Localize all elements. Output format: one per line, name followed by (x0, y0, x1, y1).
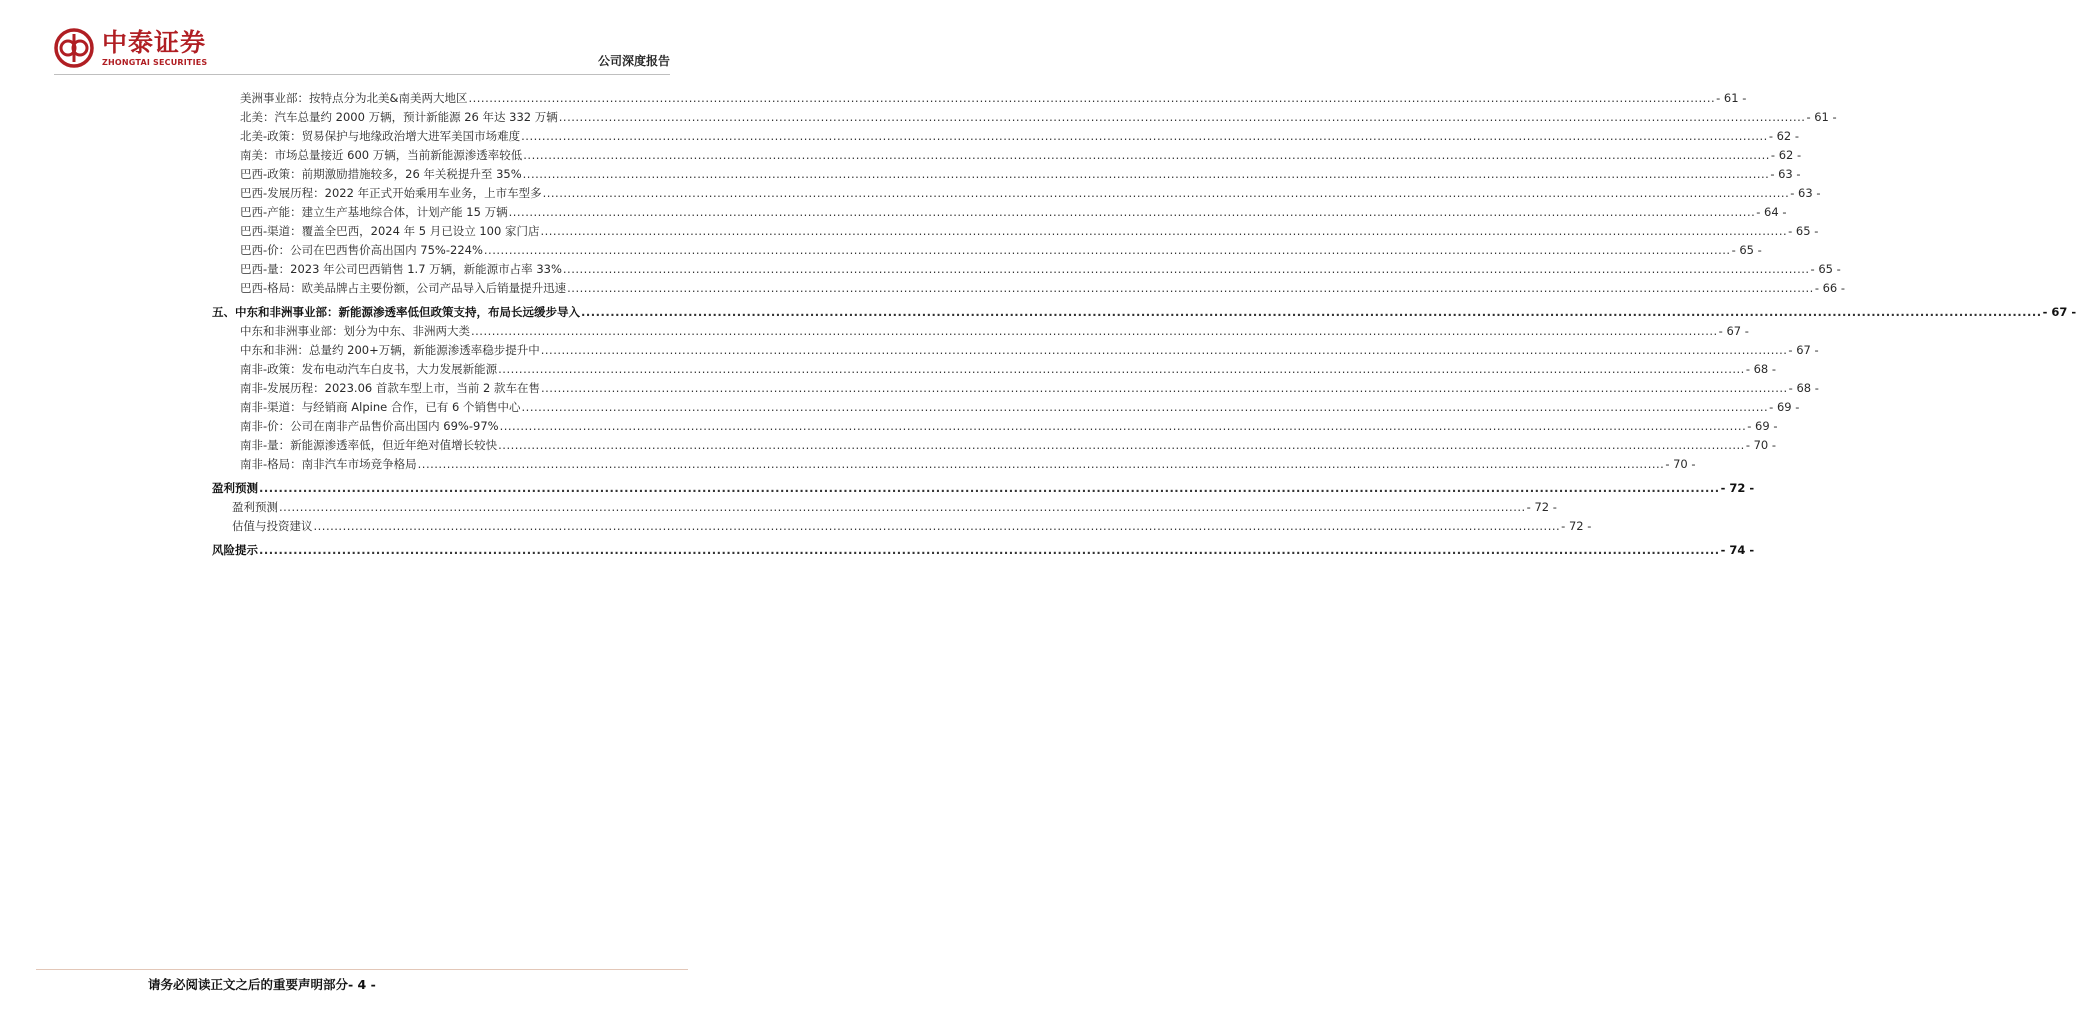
toc-entry-title: 盈利预测 (232, 500, 278, 514)
toc-entry[interactable] (240, 90, 1747, 106)
toc-entry-title: 南非-政策：发布电动汽车白皮书，大力发展新能源 (240, 362, 498, 376)
toc-entry[interactable] (212, 542, 1755, 558)
header-divider (54, 74, 670, 75)
logo-chinese-name: 中泰证券 (102, 28, 207, 57)
toc-entry-title: 中东和非洲：总量约 200+万辆，新能源渗透率稳步提升中 (240, 343, 540, 357)
toc-entry-page: - 63 - (1790, 186, 1821, 200)
toc-entry-title: 中东和非洲事业部：划分为中东、非洲两大类 (240, 324, 470, 338)
logo-english-name: ZHONGTAI SECURITIES (102, 58, 208, 67)
toc-dot-leader: ............................................................................................................................................................................................................................................................................................................ (279, 500, 1526, 514)
page-header (0, 0, 724, 80)
toc-dot-leader: ............................................................................................................................................................................................................................................................................................................ (259, 543, 1720, 557)
toc-entry-title: 巴西-发展历程：2022 年正式开始乘用车业务，上市车型多 (240, 186, 542, 200)
toc-entry[interactable] (232, 518, 1592, 534)
toc-entry[interactable] (240, 323, 1749, 339)
toc-dot-leader: ............................................................................................................................................................................................................................................................................................................ (540, 343, 1788, 357)
toc-entry[interactable] (240, 261, 1841, 277)
toc-entry-title: 美洲事业部：按特点分为北美&南美两大地区 (240, 91, 468, 105)
report-type-label: 公司深度报告 (597, 54, 670, 68)
toc-entry-page: - 72 - (1720, 481, 1755, 495)
toc-entry-page: - 61 - (1806, 110, 1837, 124)
toc-entry-page: - 70 - (1665, 457, 1696, 471)
toc-entry[interactable] (240, 128, 1800, 144)
toc-entry[interactable] (232, 499, 1557, 515)
toc-dot-leader: ............................................................................................................................................................................................................................................................................................................ (313, 519, 1561, 533)
footer-disclaimer: 请务必阅读正文之后的重要声明部分- 4 - (148, 977, 376, 992)
toc-dot-leader: ............................................................................................................................................................................................................................................................................................................ (581, 305, 2042, 319)
toc-entry-page: - 72 - (1526, 500, 1557, 514)
toc-entry-title: 南非-渠道：与经销商 Alpine 合作，已有 6 个销售中心 (240, 400, 521, 414)
toc-entry-title: 巴西-价：公司在巴西售价高出国内 75%-224% (240, 243, 483, 257)
toc-dot-leader: ............................................................................................................................................................................................................................................................................................................ (540, 224, 1788, 238)
toc-dot-leader: ............................................................................................................................................................................................................................................................................................................ (417, 457, 1665, 471)
toc-entry[interactable] (240, 280, 1846, 296)
toc-dot-leader: ............................................................................................................................................................................................................................................................................................................ (483, 243, 1731, 257)
toc-entry-page: - 62 - (1768, 129, 1800, 143)
toc-dot-leader: ............................................................................................................................................................................................................................................................................................................ (521, 400, 1769, 414)
toc-entry-page: - 63 - (1770, 167, 1801, 181)
toc-entry[interactable] (212, 304, 2076, 320)
toc-entry-title: 南美：市场总量接近 600 万辆，当前新能源渗透率较低 (240, 148, 523, 162)
toc-entry-page: - 72 - (1561, 519, 1592, 533)
toc-entry[interactable] (212, 480, 1755, 496)
toc-entry-title: 北美-政策：贸易保护与地缘政治增大进军美国市场难度 (240, 129, 521, 143)
toc-entry-title: 五、中东和非洲事业部：新能源渗透率低但政策支持，布局长远缓步导入 (212, 305, 580, 319)
zhongtai-logo-icon (54, 28, 94, 68)
toc-dot-leader: ............................................................................................................................................................................................................................................................................................................ (558, 110, 1806, 124)
toc-dot-leader: ............................................................................................................................................................................................................................................................................................................ (521, 129, 1768, 143)
toc-entry-title: 南非-发展历程：2023.06 首款车型上市，当前 2 款车在售 (240, 381, 540, 395)
toc-entry-page: - 68 - (1788, 381, 1819, 395)
toc-dot-leader: ............................................................................................................................................................................................................................................................................................................ (498, 362, 1745, 376)
toc-entry-page: - 65 - (1731, 243, 1762, 257)
footer-divider (36, 969, 688, 970)
toc-dot-leader: ............................................................................................................................................................................................................................................................................................................ (499, 419, 1747, 433)
toc-entry-title: 巴西-量：2023 年公司巴西销售 1.7 万辆，新能源市占率 33% (240, 262, 562, 276)
toc-entry-page: - 74 - (1720, 543, 1755, 557)
toc-entry-page: - 67 - (2042, 305, 2076, 319)
toc-dot-leader: ............................................................................................................................................................................................................................................................................................................ (498, 438, 1745, 452)
toc-entry[interactable] (240, 361, 1777, 377)
toc-dot-leader: ............................................................................................................................................................................................................................................................................................................ (522, 167, 1770, 181)
toc-dot-leader: ............................................................................................................................................................................................................................................................................................................ (542, 186, 1790, 200)
toc-entry-title: 南非-价：公司在南非产品售价高出国内 69%-97% (240, 419, 499, 433)
toc-entry-page: - 67 - (1718, 324, 1749, 338)
toc-entry-page: - 64 - (1756, 205, 1787, 219)
toc-entry[interactable] (240, 185, 1821, 201)
toc-entry-page: - 62 - (1770, 148, 1802, 162)
toc-entry-page: - 65 - (1810, 262, 1841, 276)
toc-entry[interactable] (240, 204, 1787, 220)
toc-entry-title: 盈利预测 (212, 481, 258, 495)
toc-dot-leader: ............................................................................................................................................................................................................................................................................................................ (468, 91, 1716, 105)
toc-entry[interactable] (240, 399, 1800, 415)
toc-entry-title: 巴西-渠道：覆盖全巴西，2024 年 5 月已设立 100 家门店 (240, 224, 540, 238)
toc-entry[interactable] (240, 166, 1801, 182)
toc-entry-title: 风险提示 (212, 543, 258, 557)
toc-entry[interactable] (240, 242, 1762, 258)
toc-entry-page: - 67 - (1788, 343, 1819, 357)
toc-dot-leader: ............................................................................................................................................................................................................................................................................................................ (562, 262, 1810, 276)
toc-entry-title: 巴西-格局：欧美品牌占主要份额，公司产品导入后销量提升迅速 (240, 281, 567, 295)
toc-entry-title: 南非-格局：南非汽车市场竞争格局 (240, 457, 417, 471)
toc-entry[interactable] (240, 109, 1837, 125)
toc-entry-title: 巴西-政策：前期激励措施较多，26 年关税提升至 35% (240, 167, 522, 181)
toc-entry[interactable] (240, 380, 1819, 396)
toc-entry-page: - 65 - (1788, 224, 1819, 238)
toc-dot-leader: ............................................................................................................................................................................................................................................................................................................ (541, 381, 1788, 395)
toc-entry-page: - 70 - (1745, 438, 1777, 452)
toc-entry[interactable] (240, 147, 1802, 163)
toc-entry[interactable] (240, 418, 1778, 434)
toc-entry-page: - 68 - (1745, 362, 1777, 376)
toc-entry-page: - 69 - (1747, 419, 1778, 433)
toc-dot-leader: ............................................................................................................................................................................................................................................................................................................ (508, 205, 1756, 219)
toc-entry[interactable] (240, 223, 1819, 239)
toc-entry[interactable] (240, 437, 1777, 453)
toc-dot-leader: ............................................................................................................................................................................................................................................................................................................ (471, 324, 1718, 338)
toc-entry-title: 估值与投资建议 (232, 519, 313, 533)
toc-entry-title: 南非-量：新能源渗透率低，但近年绝对值增长较快 (240, 438, 498, 452)
toc-entry-title: 北美：汽车总量约 2000 万辆，预计新能源 26 年达 332 万辆 (240, 110, 558, 124)
toc-entry-title: 巴西-产能：建立生产基地综合体，计划产能 15 万辆 (240, 205, 508, 219)
toc-dot-leader: ............................................................................................................................................................................................................................................................................................................ (259, 481, 1720, 495)
toc-entry-page: - 66 - (1814, 281, 1846, 295)
toc-entry[interactable] (240, 342, 1819, 358)
toc-entry-page: - 61 - (1716, 91, 1747, 105)
company-logo (54, 28, 254, 72)
toc-entry[interactable] (240, 456, 1696, 472)
toc-dot-leader: ............................................................................................................................................................................................................................................................................................................ (567, 281, 1814, 295)
toc-dot-leader: ............................................................................................................................................................................................................................................................................................................ (523, 148, 1770, 162)
toc-entry-page: - 69 - (1769, 400, 1800, 414)
